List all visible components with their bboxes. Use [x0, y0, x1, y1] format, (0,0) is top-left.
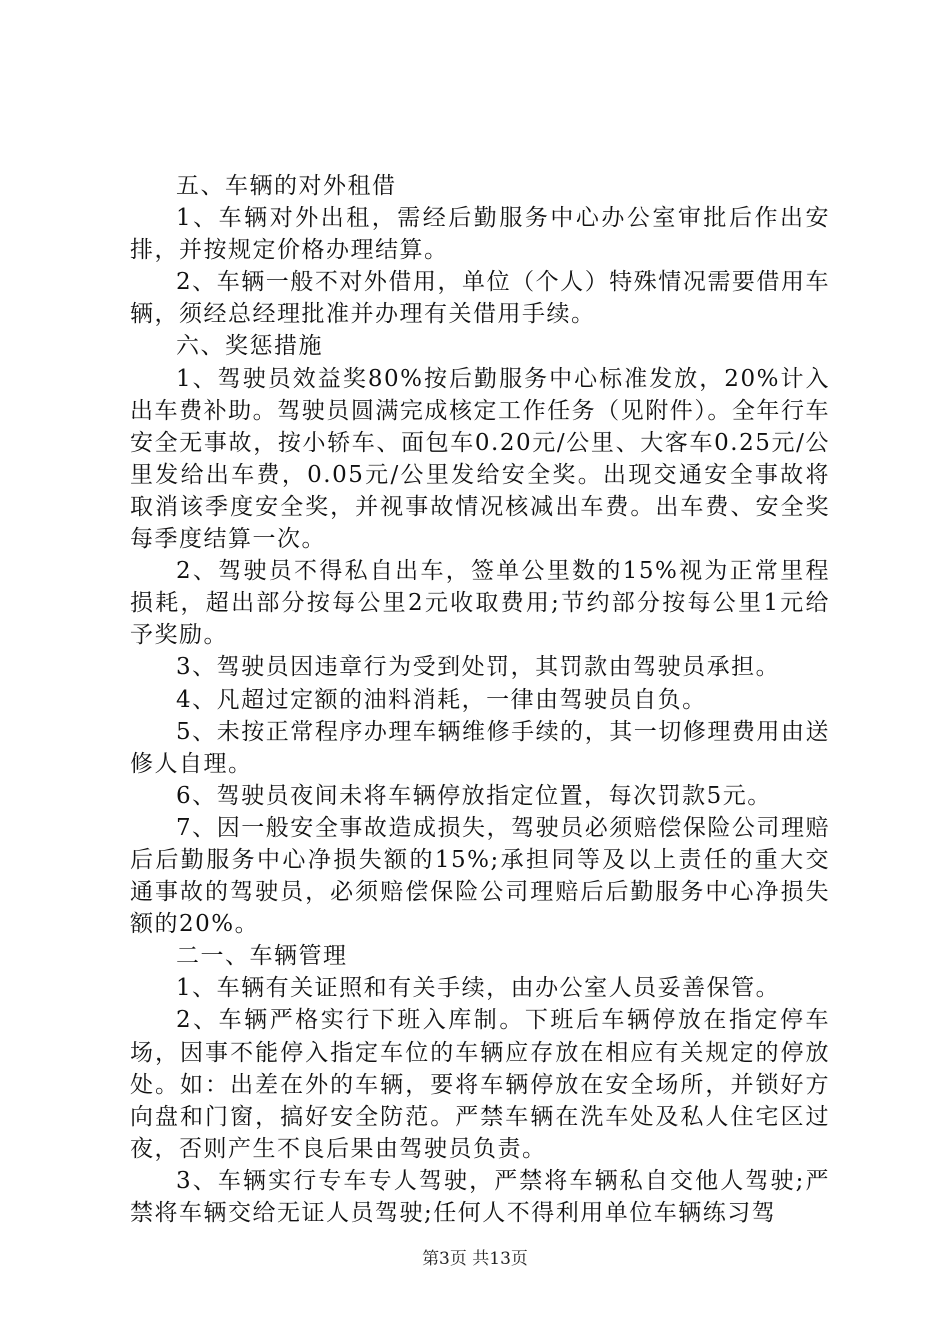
paragraph: 3、车辆实行专车专人驾驶，严禁将车辆私自交他人驾驶;严禁将车辆交给无证人员驾驶;任何人不得利用单位车辆练习驾 — [130, 1167, 830, 1226]
section-heading-vehicle-management: 二一、车辆管理 — [176, 943, 348, 970]
paragraph: 2、车辆一般不对外借用，单位（个人）特殊情况需要借用车辆，须经总经理批准并办理有关借用手续。 — [130, 269, 830, 328]
section-heading-rewards: 六、奖惩措施 — [176, 333, 323, 360]
paragraph: 1、驾驶员效益奖80%按后勤服务中心标准发放，20%计入出车费补助。驾驶员圆满完成核定工作任务（见附件）。全年行车安全无事故，按小轿车、面包车0.20元/公里、大客车0.25元/公里发给出车费，0.05元/公里发给安全奖。出现交通安全事故将取消该季度安全奖，并视事故情况核减出车费。出车费、安全奖每季度结算一次。 — [130, 365, 830, 553]
page-footer: 第3页 共13页 — [422, 1249, 528, 1269]
document-body — [130, 170, 830, 1229]
paragraph: 6、驾驶员夜间未将车辆停放指定位置，每次罚款5元。 — [176, 782, 772, 809]
paragraph: 1、车辆对外出租，需经后勤服务中心办公室审批后作出安排，并按规定价格办理结算。 — [130, 205, 830, 264]
paragraph: 2、车辆严格实行下班入库制。下班后车辆停放在指定停车场，因事不能停入指定车位的车辆应存放在相应有关规定的停放处。如：出差在外的车辆，要将车辆停放在安全场所，并锁好方向盘和门窗，搞好安全防范。严禁车辆在洗车处及私人住宅区过夜，否则产生不良后果由驾驶员负责。 — [130, 1007, 830, 1162]
section-heading-rental: 五、车辆的对外租借 — [176, 173, 397, 199]
paragraph: 1、车辆有关证照和有关手续，由办公室人员妥善保管。 — [176, 975, 781, 1002]
paragraph: 2、驾驶员不得私自出车，签单公里数的15%视为正常里程损耗，超出部分按每公里2元收取费用;节约部分按每公里1元给予奖励。 — [130, 558, 830, 649]
paragraph: 7、因一般安全事故造成损失，驾驶员必须赔偿保险公司理赔后后勤服务中心净损失额的15%;承担同等及以上责任的重大交通事故的驾驶员，必须赔偿保险公司理赔后后勤服务中心净损失额的20%。 — [130, 814, 830, 938]
paragraph: 3、驾驶员因违章行为受到处罚，其罚款由驾驶员承担。 — [176, 654, 781, 681]
paragraph: 5、未按正常程序办理车辆维修手续的，其一切修理费用由送修人自理。 — [130, 718, 830, 777]
paragraph: 4、凡超过定额的油料消耗，一律由驾驶员自负。 — [176, 686, 707, 713]
